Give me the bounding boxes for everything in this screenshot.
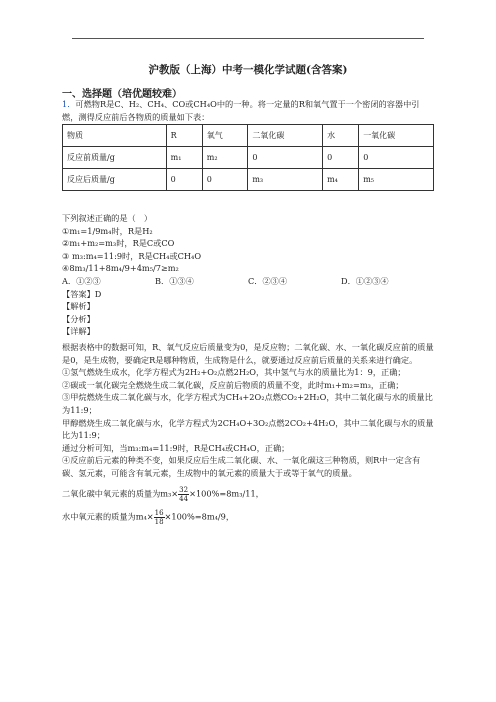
paragraph: ②碳或一氧化碳完全燃烧生成二氧化碳，反应前后物质的质量不变，此时m₁+m₂=m₃，正确； (62, 379, 404, 390)
table-cell: m₅ (359, 169, 434, 191)
statement-4: ④8m₃/11+8m₄/9+4m₅/7≥m₂ (62, 263, 179, 274)
table-cell: 0 (248, 147, 323, 169)
mass-table (62, 124, 434, 191)
paragraph: 通过分析可知，当m₃:m₄=11:9时，R是CH₄或CH₄O，正确； (62, 442, 290, 453)
calc-line-co2: 二氧化碳中氧元素的质量为m₃× $\frac{32}{44}$ ×100%=8m₃/11， (62, 485, 264, 503)
solution-body (62, 341, 434, 526)
question-stem (62, 98, 434, 123)
table-cell: 一氧化碳 (359, 125, 434, 147)
detail-label: 【详解】 (62, 326, 95, 337)
question-options (62, 212, 434, 338)
paragraph: 根据表格中的数据可知，R、氧气反应后质量变为0，是反应物；二氧化碳、水、一氧化碳反应前的质量是0，是生成物，要确定R是哪种物质，生成物是什么，就要通过反应前后质量的关系来进行确定。 (62, 342, 434, 365)
fraction: $\frac{32}{44}$ (179, 485, 189, 503)
table-cell: 物质 (63, 125, 167, 147)
choice-row (62, 275, 434, 288)
prompt: 下列叙述正确的是（ ） (62, 213, 153, 223)
analysis-label: 【解析】 (62, 301, 95, 312)
table-row (63, 169, 434, 191)
paragraph: ④反应前后元素的种类不变，如果反应后生成二氧化碳、水、一氧化碳这三种物质，则R中一定含有碳、氢元素，可能含有氧元素，生成物中的氧元素的质量大于或等于氧气的质量。 (62, 455, 421, 478)
table-cell: 二氧化碳 (248, 125, 323, 147)
table-cell: 反应后质量/g (63, 169, 167, 191)
table-cell: 0 (166, 169, 202, 191)
table-cell: 0 (359, 147, 434, 169)
table-cell: R (166, 125, 202, 147)
table-cell: m₄ (323, 169, 359, 191)
choice-a: A．①②③ (62, 275, 101, 286)
table-cell: m₂ (202, 147, 248, 169)
statement-3: ③ m₃:m₄=11:9时，R是CH₄或CH₄O (62, 250, 202, 261)
paragraph: 甲醇燃烧生成二氧化碳与水，化学方程式为2CH₄O+3O₂点燃2CO₂+4H₂O，其中二氧化碳与水的质量比为11:9； (62, 417, 434, 441)
table-header-row (63, 125, 434, 147)
choice-c: C．②③④ (248, 275, 288, 286)
choice-b: B．①③④ (155, 275, 194, 286)
paragraph: ③甲烷燃烧生成二氧化碳与水，化学方程式为CH₄+2O₂点燃CO₂+2H₂O，其中二氧化碳与水的质量比为11:9； (62, 392, 433, 415)
question-text: 可燃物R是C、H₂、CH₄、CO或CH₄O中的一种。将一定量的R和氧气置于一个密闭的容器中引燃，测得反应前后各物质的质量如下表： (62, 99, 420, 122)
table-cell: 氧气 (202, 125, 248, 147)
table-cell: m₃ (248, 169, 323, 191)
table-cell: 反应前质量/g (63, 147, 167, 169)
answer-label: 【答案】D (62, 288, 102, 299)
table-cell: 水 (323, 125, 359, 147)
question-number: 1． (62, 99, 76, 109)
paragraph: ①氢气燃烧生成水，化学方程式为2H₂+O₂点燃2H₂O，其中氢气与水的质量比为1：9，正确； (62, 367, 406, 378)
header-rule (72, 38, 424, 39)
calc-line-h2o: 水中氧元素的质量为m₄× $\frac{16}{18}$ ×100%=8m₄/9， (62, 508, 235, 526)
page-title: 沪教版（上海）中考一模化学试题(含答案) (148, 64, 348, 76)
table-cell: m₁ (166, 147, 202, 169)
section-heading: 一、选择题（培优题较难） (62, 89, 182, 100)
statement-2: ②m₁+m₂=m₃时，R是C或CO (62, 238, 175, 249)
table-row (63, 147, 434, 169)
statement-1: ①m₁=1/9m₄时，R是H₂ (62, 225, 153, 236)
fraction: $\frac{16}{18}$ (154, 508, 164, 526)
table-cell: 0 (323, 147, 359, 169)
fenxi-label: 【分析】 (62, 313, 95, 324)
table-cell: 0 (202, 169, 248, 191)
choice-d: D．①②③④ (341, 275, 389, 286)
